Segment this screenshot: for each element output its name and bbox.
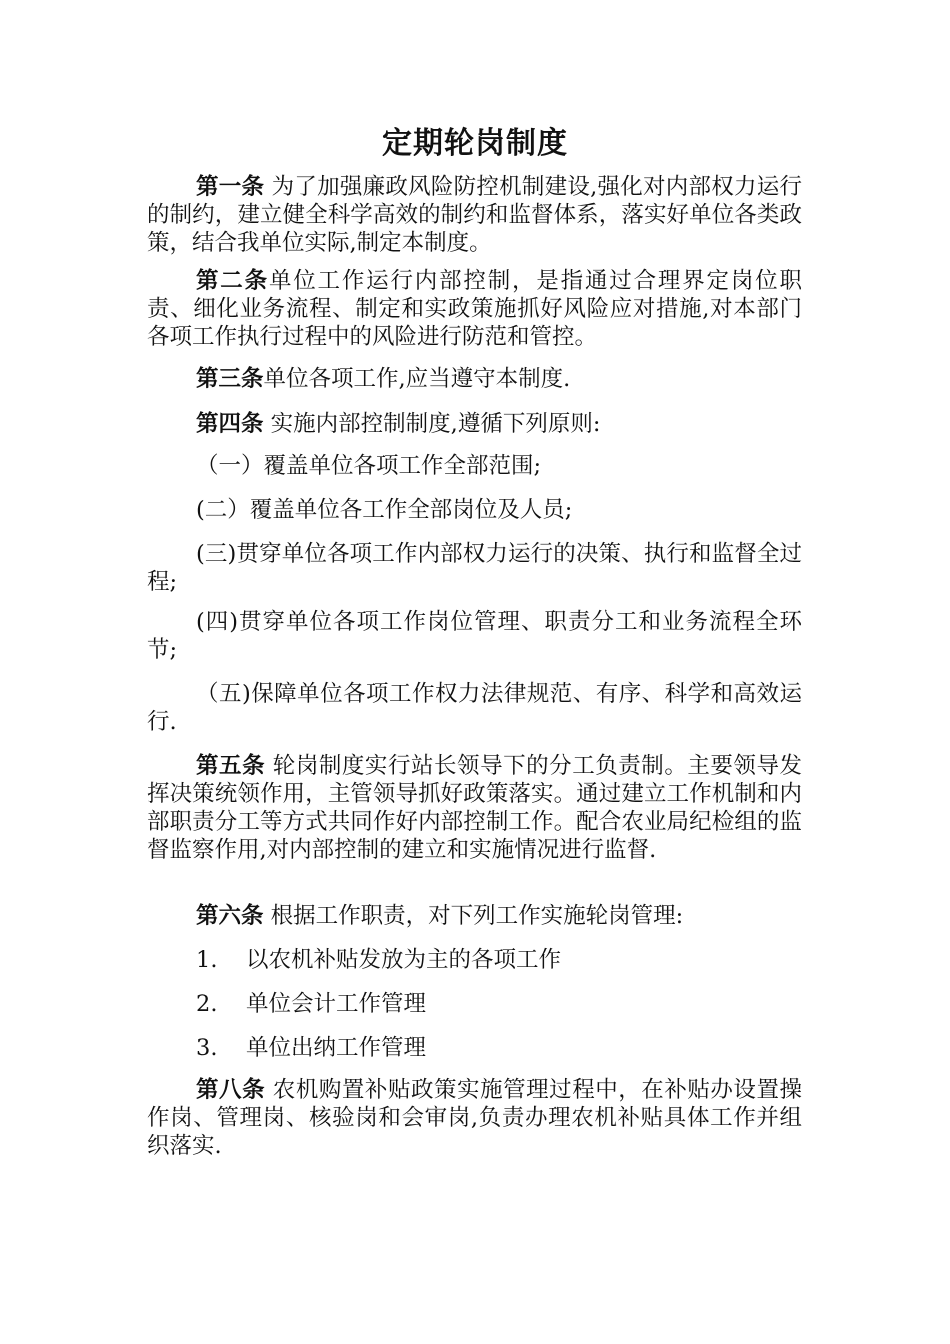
article-2 <box>147 267 802 351</box>
article-text: 轮岗制度实行站长领导下的分工负责制。主要领导发挥决策统领作用，主管领导抓好政策落实。通过建立工作机制和内部职责分工等方式共同作好内部控制工作。配合农业局纪检组的监督监察作用,对内部控制的建立和实施情况进行监督. <box>147 753 802 863</box>
list-item <box>196 990 426 1018</box>
article-text: 为了加强廉政风险防控机制建设,强化对内部权力运行的制约，建立健全科学高效的制约和监督体系，落实好单位各类政策，结合我单位实际,制定本制度。 <box>147 174 802 256</box>
article-4 <box>147 410 802 438</box>
principle-1: （一）覆盖单位各项工作全部范围; <box>196 453 542 479</box>
article-label: 第四条 <box>196 411 264 437</box>
document-title: 定期轮岗制度 <box>382 126 568 161</box>
principle-4: (四)贯穿单位各项工作岗位管理、职责分工和业务流程全环节; <box>147 609 802 663</box>
principle-3: (三)贯穿单位各项工作内部权力运行的决策、执行和监督全过程; <box>147 541 802 595</box>
article-text: 实施内部控制制度,遵循下列原则: <box>263 411 601 437</box>
principle-5: （五)保障单位各项工作权力法律规范、有序、科学和高效运行. <box>147 681 802 735</box>
article-text: 单位工作运行内部控制，是指通过合理界定岗位职责、细化业务流程、制定和实政策施抓好风险应对措施,对本部门各项工作执行过程中的风险进行防范和管控。 <box>147 268 802 350</box>
article-label: 第一条 <box>196 174 265 200</box>
article-5 <box>147 752 802 864</box>
article-label: 第五条 <box>196 753 266 779</box>
list-text: 单位出纳工作管理 <box>246 1035 427 1061</box>
list-number: 2. <box>196 991 218 1017</box>
article-text: 农机购置补贴政策实施管理过程中，在补贴办设置操作岗、管理岗、核验岗和会审岗,负责办理农机补贴具体工作并组织落实. <box>147 1077 802 1159</box>
article-label: 第六条 <box>196 903 264 929</box>
article-text: 单位各项工作,应当遵守本制度. <box>263 366 571 392</box>
article-8 <box>147 1076 802 1160</box>
list-number: 3. <box>196 1035 218 1061</box>
article-label: 第八条 <box>196 1077 266 1103</box>
article-label: 第二条 <box>196 268 269 294</box>
article-1 <box>147 173 802 257</box>
list-item <box>196 1034 426 1062</box>
list-number: 1. <box>196 947 218 973</box>
article-3 <box>147 365 802 393</box>
list-text: 以农机补贴发放为主的各项工作 <box>246 947 562 973</box>
list-text: 单位会计工作管理 <box>246 991 427 1017</box>
article-text: 根据工作职责，对下列工作实施轮岗管理: <box>263 903 684 929</box>
article-6 <box>147 902 802 930</box>
list-item <box>196 946 561 974</box>
principle-2: (二）覆盖单位各工作全部岗位及人员; <box>196 497 573 523</box>
article-label: 第三条 <box>196 366 264 392</box>
